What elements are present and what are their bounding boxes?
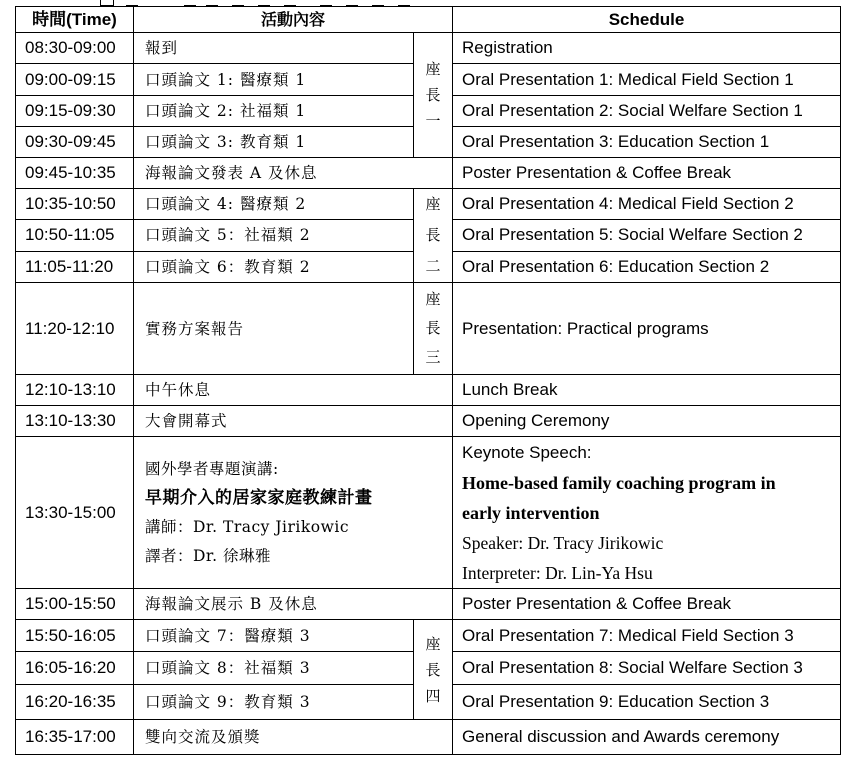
- time-cell: 09:15-09:30: [16, 96, 134, 127]
- activity-en-cell: Oral Presentation 7: Medical Field Section 3: [453, 620, 841, 652]
- chair-char: 座: [425, 290, 441, 308]
- time-cell: 10:35-10:50: [16, 189, 134, 220]
- time-cell: 16:20-16:35: [16, 685, 134, 720]
- table-row: [16, 33, 841, 64]
- activity-zh-cell: 實務方案報告: [134, 283, 414, 375]
- keynote-en-title-line-2: early intervention: [462, 502, 600, 523]
- chair-cell-3: [414, 283, 453, 375]
- header-activity: 活動內容: [134, 7, 453, 33]
- table-row: [16, 620, 841, 652]
- chair-char: 長: [425, 660, 441, 679]
- activity-en-cell: Poster Presentation & Coffee Break: [453, 158, 841, 189]
- activity-zh-cell: 中午休息: [134, 375, 453, 406]
- activity-en-cell: Opening Ceremony: [453, 406, 841, 437]
- activity-zh-cell: 口頭論文 8：社福類 3: [134, 652, 414, 685]
- table-row: [16, 283, 841, 375]
- time-cell: 15:00-15:50: [16, 589, 134, 620]
- activity-zh-cell: 大會開幕式: [134, 406, 453, 437]
- activity-en-cell: Oral Presentation 5: Social Welfare Section 2: [453, 220, 841, 251]
- activity-zh-cell: 雙向交流及頒獎: [134, 720, 453, 755]
- table-row: [16, 720, 841, 755]
- activity-en-cell: General discussion and Awards ceremony: [453, 720, 841, 755]
- keynote-en-interpreter: Interpreter: Dr. Lin-Ya Hsu: [462, 562, 653, 583]
- chair-char: 二: [425, 257, 441, 275]
- chair-char: 一: [425, 112, 441, 130]
- keynote-zh-title: 早期介入的居家家庭教練計畫: [145, 487, 373, 508]
- table-row: [16, 589, 841, 620]
- activity-zh-cell: 海報論文發表 A 及休息: [134, 158, 453, 189]
- chair-char: 座: [425, 195, 441, 213]
- activity-zh-cell: 口頭論文 9：教育類 3: [134, 685, 414, 720]
- table-row: [16, 158, 841, 189]
- chair-char: 三: [425, 348, 441, 366]
- activity-zh-cell: 口頭論文 3: 教育類 1: [134, 127, 414, 158]
- keynote-zh-cell: [134, 437, 453, 589]
- activity-en-cell: Oral Presentation 1: Medical Field Section 1: [453, 64, 841, 96]
- activity-zh-cell: 報到: [134, 33, 414, 64]
- activity-en-cell: Oral Presentation 3: Education Section 1: [453, 127, 841, 158]
- time-cell: 16:35-17:00: [16, 720, 134, 755]
- chair-cell-1: [414, 33, 453, 158]
- chair-cell-2: [414, 189, 453, 283]
- activity-en-cell: Lunch Break: [453, 375, 841, 406]
- keynote-zh-speaker: 講師：Dr. Tracy Jirikowic: [145, 517, 350, 536]
- header-schedule: Schedule: [453, 7, 841, 33]
- header-time: 時間(Time): [16, 7, 134, 33]
- activity-en-cell: Oral Presentation 6: Education Section 2: [453, 251, 841, 282]
- table-row: [16, 189, 841, 220]
- keynote-zh-label: 國外學者專題演講:: [145, 459, 279, 478]
- keynote-en-cell: [453, 437, 841, 589]
- time-cell: 13:30-15:00: [16, 437, 134, 589]
- activity-zh-cell: 口頭論文 1: 醫療類 1: [134, 64, 414, 96]
- schedule-table: [15, 6, 841, 755]
- keynote-zh-interpreter: 譯者：Dr. 徐琳雅: [145, 546, 271, 565]
- activity-zh-cell: 口頭論文 7：醫療類 3: [134, 620, 414, 652]
- chair-char: 四: [425, 686, 441, 705]
- keynote-en-label: Keynote Speech:: [462, 442, 592, 462]
- time-cell: 10:50-11:05: [16, 220, 134, 251]
- activity-en-cell: Oral Presentation 9: Education Section 3: [453, 685, 841, 720]
- activity-zh-cell: 海報論文展示 B 及休息: [134, 589, 453, 620]
- keynote-en-title-line-1: Home-based family coaching program in: [462, 472, 776, 493]
- keynote-en-speaker: Speaker: Dr. Tracy Jirikowic: [462, 532, 664, 553]
- chair-char: 座: [425, 634, 441, 653]
- time-cell: 09:30-09:45: [16, 127, 134, 158]
- activity-en-cell: Oral Presentation 8: Social Welfare Section 3: [453, 652, 841, 685]
- table-row: [16, 406, 841, 437]
- time-cell: 16:05-16:20: [16, 652, 134, 685]
- header-row: [16, 7, 841, 33]
- time-cell: 08:30-09:00: [16, 33, 134, 64]
- activity-zh-cell: 口頭論文 4: 醫療類 2: [134, 189, 414, 220]
- time-cell: 15:50-16:05: [16, 620, 134, 652]
- activity-en-cell: Presentation: Practical programs: [453, 283, 841, 375]
- activity-en-cell: Poster Presentation & Coffee Break: [453, 589, 841, 620]
- table-row: [16, 375, 841, 406]
- activity-zh-cell: 口頭論文 5：社福類 2: [134, 220, 414, 251]
- chair-char: 長: [425, 86, 441, 104]
- chair-cell-4: [414, 620, 453, 720]
- chair-char: 長: [425, 226, 441, 244]
- time-cell: 11:05-11:20: [16, 251, 134, 282]
- time-cell: 12:10-13:10: [16, 375, 134, 406]
- time-cell: 13:10-13:30: [16, 406, 134, 437]
- time-cell: 09:00-09:15: [16, 64, 134, 96]
- time-cell: 11:20-12:10: [16, 283, 134, 375]
- table-row-keynote: [16, 437, 841, 589]
- activity-en-cell: Registration: [453, 33, 841, 64]
- activity-en-cell: Oral Presentation 2: Social Welfare Section 1: [453, 96, 841, 127]
- activity-en-cell: Oral Presentation 4: Medical Field Section 2: [453, 189, 841, 220]
- time-cell: 09:45-10:35: [16, 158, 134, 189]
- activity-zh-cell: 口頭論文 6：教育類 2: [134, 251, 414, 282]
- chair-char: 座: [425, 60, 441, 78]
- activity-zh-cell: 口頭論文 2: 社福類 1: [134, 96, 414, 127]
- chair-char: 長: [425, 319, 441, 337]
